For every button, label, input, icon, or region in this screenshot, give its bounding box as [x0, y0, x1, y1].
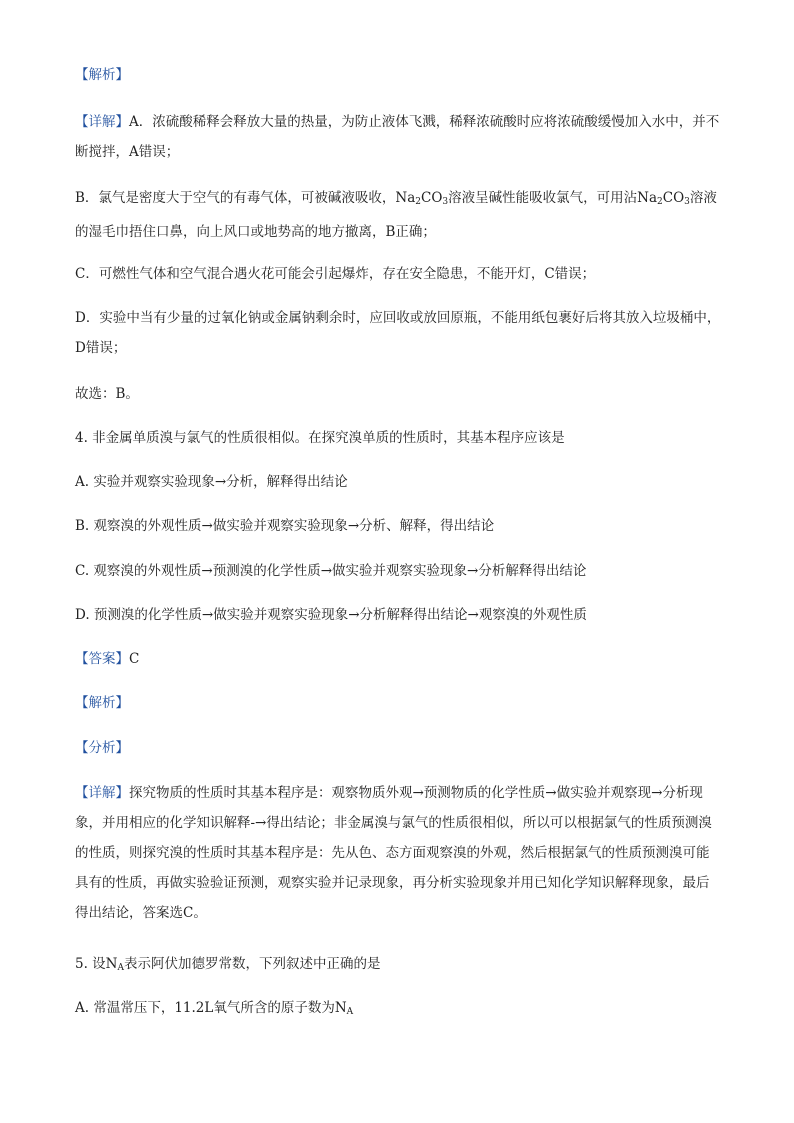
analysis-tag: 【解析】 [75, 695, 129, 711]
q4-answer: 【答案】C [75, 651, 140, 667]
q3-option-b-explanation: B．氯气是密度大于空气的有毒气体，可被碱液吸收，$Na_2CO_3$溶液呈碱性能吸收氯气，可用沾$Na_2CO_3$溶液的湿毛巾捂住口鼻，向上风口或地势高的地方撤离，B正确； [75, 190, 717, 240]
q5-option-a: A. 常温常压下，11.2L氧气所含的原子数为$N_A$ [75, 1000, 354, 1017]
q3-conclusion: 故选：B。 [75, 386, 139, 402]
analysis-tag: 【解析】 [75, 67, 129, 83]
q4-option-c: C. 观察溴的外观性质→预测溴的化学性质→做实验并观察实验现象→分析解释得出结论 [75, 563, 587, 579]
analysis-subtag: 【分析】 [75, 740, 129, 756]
answer-tag: 【答案】 [75, 651, 129, 667]
q3-detail-a: 【详解】A．浓硫酸稀释会释放大量的热量，为防止液体飞溅，稀释浓硫酸时应将浓硫酸缓慢加入水中，并不断搅拌，A错误； [75, 114, 720, 160]
q3-option-c-explanation: C．可燃性气体和空气混合遇火花可能会引起爆炸，存在安全隐患，不能开灯，C错误； [75, 266, 596, 282]
q4-option-d: D. 预测溴的化学性质→做实验并观察实验现象→分析解释得出结论→观察溴的外观性质 [75, 607, 587, 623]
q5-stem: 5. 设$N_A$表示阿伏加德罗常数，下列叙述中正确的是 [75, 956, 381, 973]
detail-tag: 【详解】 [75, 785, 129, 801]
q4-stem: 4. 非金属单质溴与氯气的性质很相似。在探究溴单质的性质时，其基本程序应该是 [75, 430, 565, 446]
q3-option-d-explanation: D．实验中当有少量的过氧化钠或金属钠剩余时，应回收或放回原瓶，不能用纸包裹好后将其放入垃圾桶中，D错误； [75, 310, 721, 356]
detail-tag: 【详解】 [75, 114, 129, 130]
q4-detail: 【详解】探究物质的性质时其基本程序是：观察物质外观→预测物质的化学性质→做实验并观察现→分析现象，并用相应的化学知识解释-→得出结论；非金属溴与氯气的性质很相似，所以可以根据氯气的性质预测溴的性质，则探究溴的性质时其基本程序是：先从色、态方面观察溴的外观，然后根据氯气的性质预测溴可能具有的性质，再做实验验证预测，观察实验并记录现象，再分析实验现象并用已知化学知识解释现象，最后得出结论，答案选C。 [75, 785, 712, 921]
q4-option-a: A. 实验并观察实验现象→分析，解释得出结论 [75, 474, 348, 490]
q4-option-b: B. 观察溴的外观性质→做实验并观察实验现象→分析、解释，得出结论 [75, 518, 495, 534]
